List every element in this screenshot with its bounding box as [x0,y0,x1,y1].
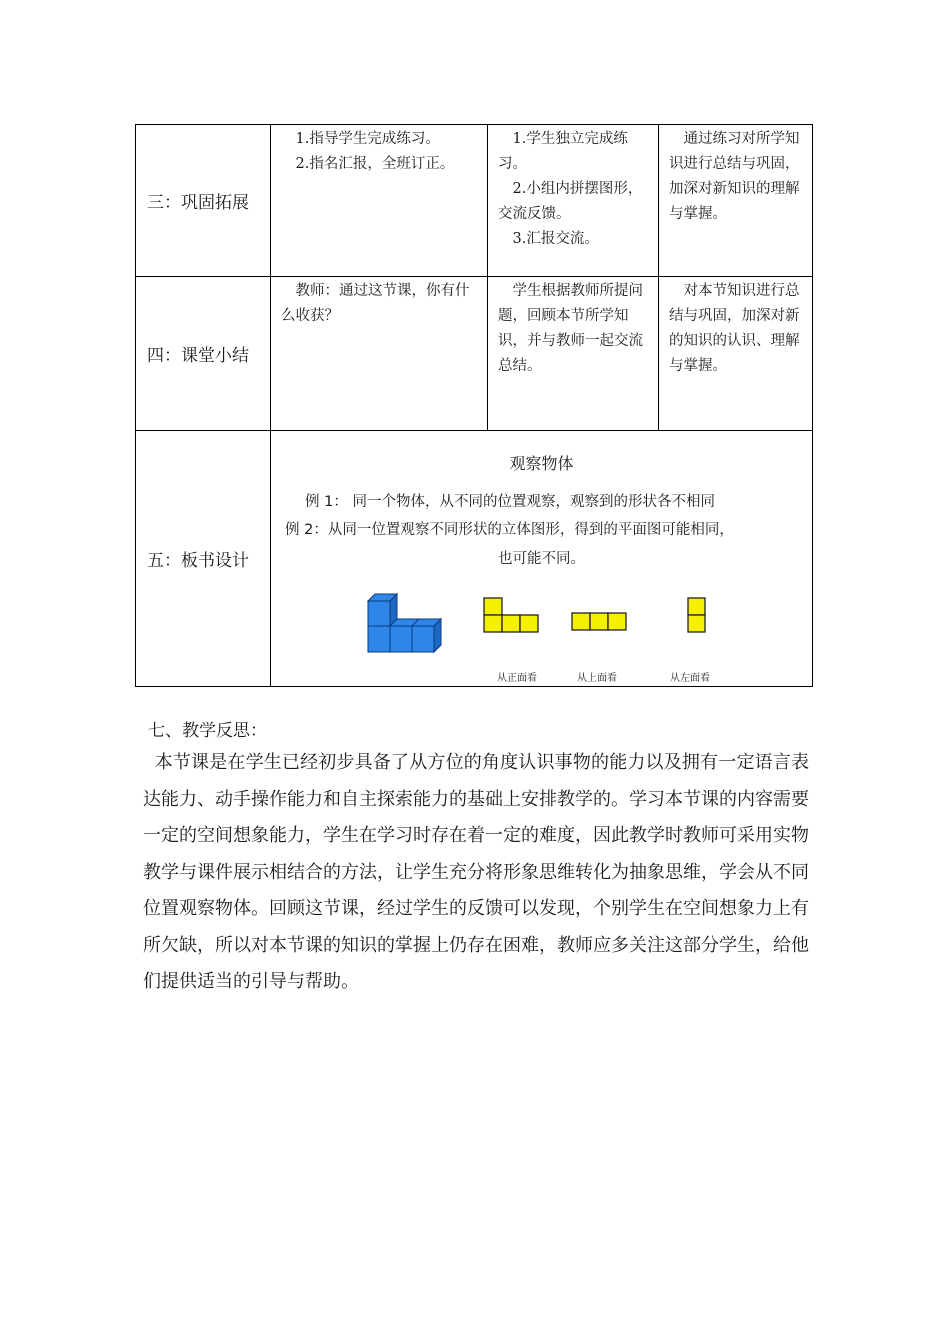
front-view-label: 从正面看 [497,673,537,684]
views-figure [366,581,726,684]
teacher-activity-cell [271,277,488,431]
stage-cell: 五：板书设计 [136,431,271,687]
left-view-label: 从左面看 [670,673,710,684]
purpose-text: 对本节知识进行总结与巩固，加深对新的知识的认识、理解与掌握。 [669,283,800,374]
example-1 [305,490,715,511]
table-row [136,431,813,687]
board-design-cell [271,431,813,687]
example-2-label: 例 2： [285,522,328,538]
board-title: 观察物体 [509,454,574,473]
lesson-plan-table [135,124,813,687]
teacher-activity-cell [271,125,488,277]
student-step: 2.小组内拼摆图形，交流反馈。 [498,181,643,222]
student-text: 学生根据教师所提问题，回顾本节所学知识，并与教师一起交流总结。 [498,283,643,374]
purpose-text: 通过练习对所学知识进行总结与巩固，加深对新知识的理解与掌握。 [669,131,800,222]
teacher-text: 教师：通过这节课，你有什么收获？ [281,283,470,324]
left-view-shape [688,598,705,632]
example-1-text: 同一个物体，从不同的位置观察，观察到的形状各不相同 [347,494,715,510]
student-step: 3.汇报交流。 [512,231,599,247]
example-2-text: 从同一位置观察不同形状的立体图形，得到的平面图可能相同， [327,522,734,538]
top-view-label: 从上面看 [577,673,617,684]
purpose-cell [659,125,813,277]
student-step: 1.学生独立完成练习。 [498,131,628,172]
cube-illustration [366,581,726,661]
example-1-label: 例 1： [305,494,348,510]
stage-cell: 三：巩固拓展 [136,125,271,277]
student-activity-cell [488,277,659,431]
stage-cell: 四：课堂小结 [136,277,271,431]
reflection-heading: 七、教学反思： [148,721,267,741]
front-view-shape [484,598,538,632]
reflection-body: 本节课是在学生已经初步具备了从方位的角度认识事物的能力以及拥有一定语言表达能力、动手操作能力和自主探索能力的基础上安排教学的。学习本节课的内容需要一定的空间想象能力，学生在学习时存在着一定的难度，因此教学时教师可采用实物教学与课件展示相结合的方法，让学生充分将形象思维转化为抽象思维，学会从不同位置观察物体。回顾这节课，经过学生的反馈可以发现，个别学生在空间想象力上有所欠缺，所以对本节课的知识的掌握上仍存在困难，教师应多关注这部分学生，给他们提供适当的引导与帮助。 [143,752,809,992]
example-2 [285,518,734,539]
table-row [136,277,813,431]
example-2-continued: 也可能不同。 [498,551,585,567]
top-view-shape [572,613,626,630]
table-row [136,125,813,277]
purpose-cell [659,277,813,431]
student-activity-cell [488,125,659,277]
teacher-step: 2.指名汇报，全班订正。 [295,156,455,172]
solid-cubes [368,594,441,652]
teacher-step: 1.指导学生完成练习。 [295,131,440,147]
